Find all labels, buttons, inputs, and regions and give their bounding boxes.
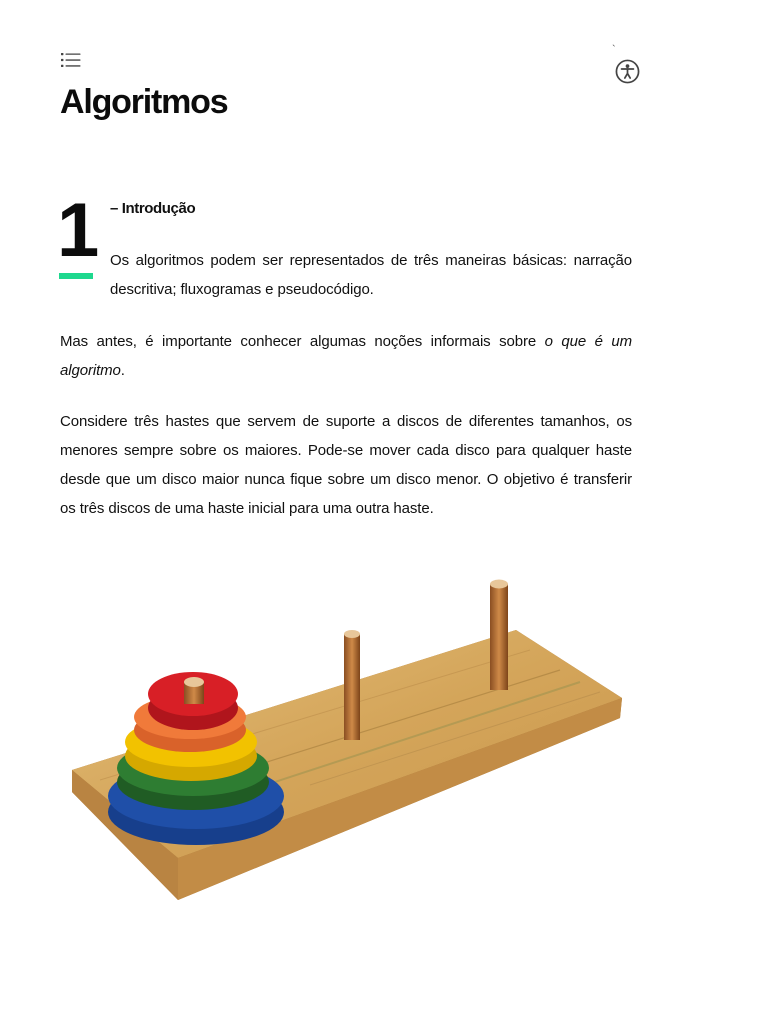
- section-heading: – Introdução: [110, 200, 196, 217]
- corner-mark: `: [612, 44, 616, 56]
- tower-of-hanoi-image: [60, 570, 640, 910]
- peg-right: [490, 580, 508, 691]
- page-title: Algoritmos: [60, 83, 228, 121]
- antes-paragraph: [60, 327, 632, 385]
- hastes-paragraph: Considere três hastes que servem de suporte a discos de diferentes tamanhos, os menores sempre sobre os maiores. Pode-se mover cada disco para qualquer haste desde que um disco maior nunca fique sobre um disco menor. O objetivo é transferir os três discos de uma haste inicial para uma outra haste.: [60, 413, 632, 517]
- antes-emphasis: o que é um algoritmo: [60, 333, 632, 379]
- list-icon[interactable]: [61, 52, 81, 68]
- antes-suffix: .: [120, 362, 125, 379]
- section-accent-bar: [59, 273, 93, 279]
- antes-prefix: Mas antes, é importante conhecer algumas noções informais sobre: [60, 333, 545, 350]
- section-number: 1: [57, 188, 97, 273]
- peg-middle: [344, 630, 360, 740]
- peg-left: [184, 677, 204, 704]
- disc-stack: [108, 672, 284, 845]
- intro-paragraph: Os algoritmos podem ser representados de três maneiras básicas: narração descritiva; fluxogramas e pseudocódigo.: [110, 252, 632, 298]
- accessibility-icon[interactable]: [615, 59, 640, 84]
